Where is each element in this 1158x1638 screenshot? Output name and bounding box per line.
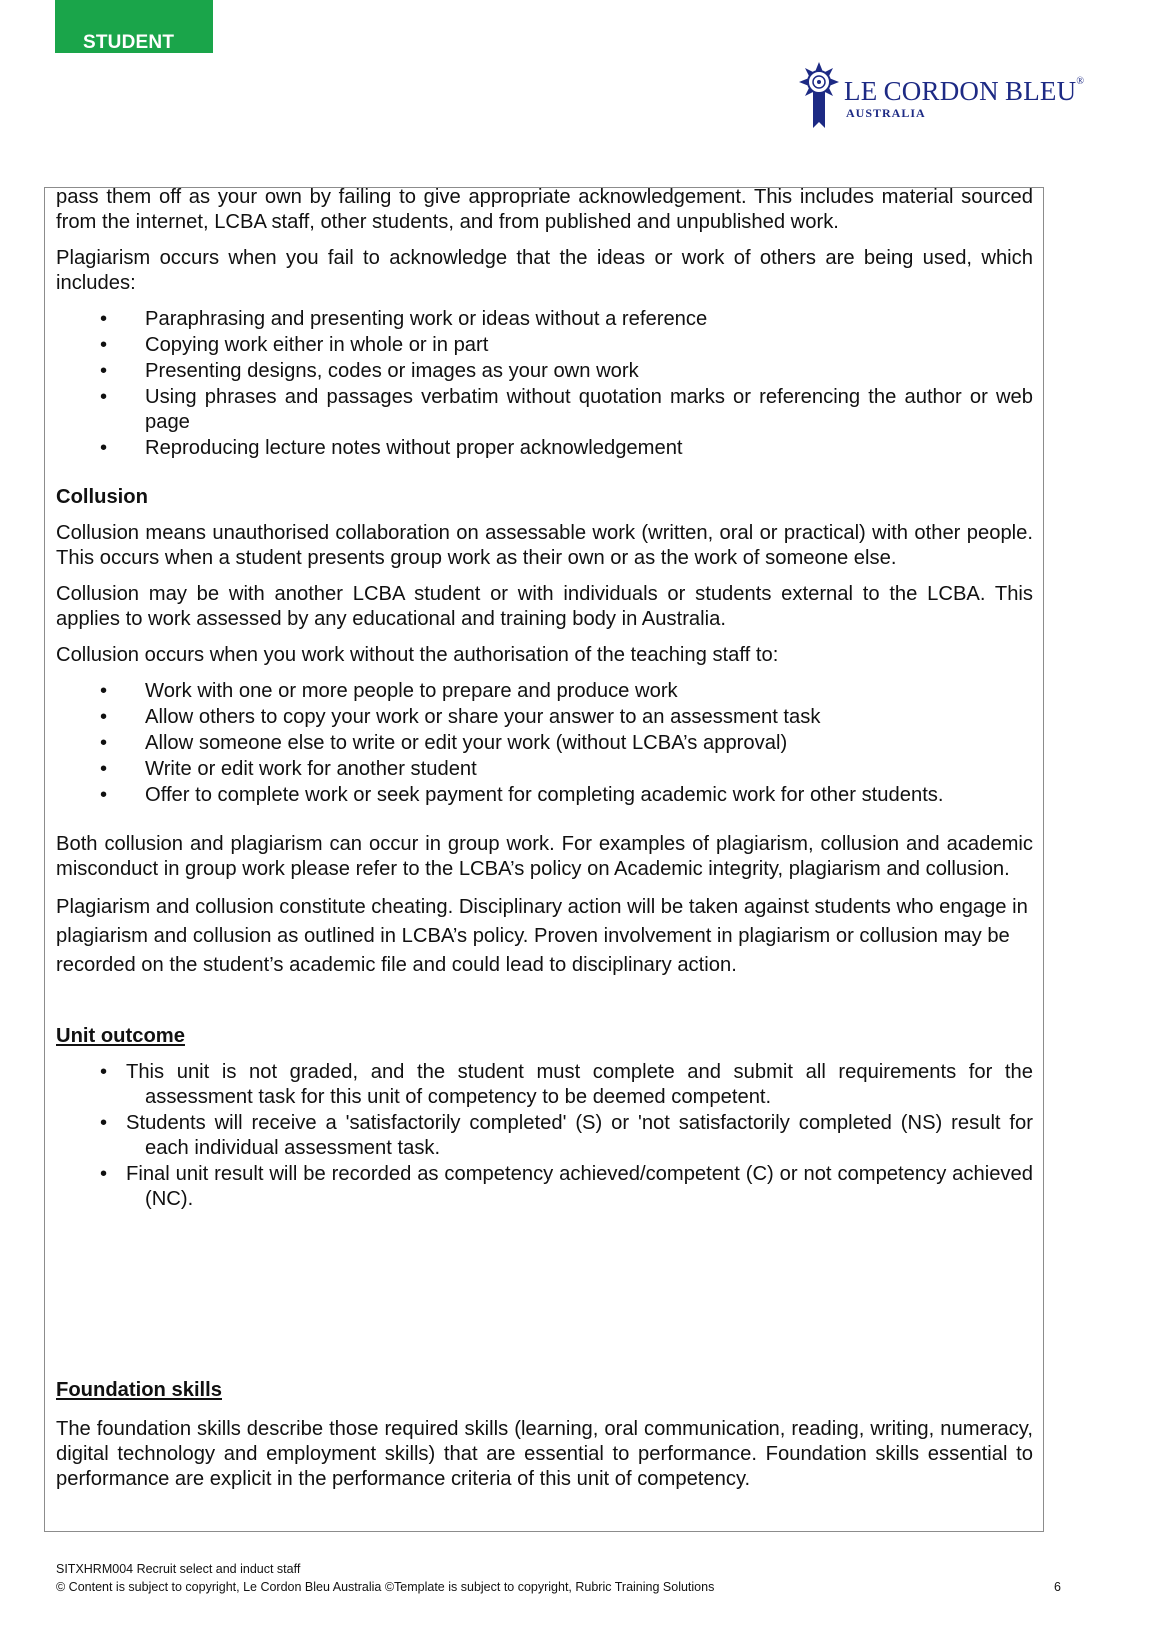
logo-name-part1: LE — [844, 76, 878, 106]
page-number: 6 — [1054, 1580, 1061, 1594]
logo-name-part3: BLEU — [1005, 76, 1077, 106]
plagiarism-list — [56, 307, 1033, 461]
footer-unit-title: SITXHRM004 Recruit select and induct staff — [56, 1562, 301, 1576]
collusion-para-5: Plagiarism and collusion constitute cheating. Disciplinary action will be taken against students who engage in plagiarism and collusion as outlined in LCBA’s policy. Proven involvement in plagiarism or collusion may be recorded on the student’s academic file and could lead to disciplinary action. — [56, 896, 1028, 976]
list-item: • Final unit result will be recorded as competency achieved/competent (C) or not competency achieved (NC). — [56, 1162, 1033, 1212]
list-item: • Write or edit work for another student — [56, 757, 1033, 782]
list-item: • Allow others to copy your work or share your answer to an assessment task — [56, 705, 1033, 730]
footer-copyright: © Content is subject to copyright, Le Cordon Bleu Australia ©Template is subject to copyright, Rubric Training Solutions — [56, 1580, 715, 1594]
plagiarism-occurs-text: Plagiarism occurs when you fail to acknowledge that the ideas or work of others are being used, which includes: — [56, 247, 1033, 294]
logo-subtitle: AUSTRALIA — [846, 106, 926, 120]
collusion-para-2: Collusion may be with another LCBA student or with individuals or students external to the LCBA. This applies to work assessed by any educational and training body in Australia. — [56, 583, 1033, 630]
list-item: • Work with one or more people to prepare and produce work — [56, 679, 1033, 704]
unit-outcome-heading: Unit outcome — [56, 1025, 185, 1047]
spacer — [56, 1223, 1033, 1378]
logo-registered-mark: ® — [1076, 76, 1085, 87]
document-content — [56, 185, 1033, 1503]
collusion-para-1: Collusion means unauthorised collaboration on assessable work (written, oral or practical) with other people. This occurs when a student presents group work as their own or as the work of someone else. — [56, 522, 1033, 569]
list-item: • Offer to complete work or seek payment for completing academic work for other students. — [56, 783, 1033, 808]
foundation-skills-text: The foundation skills describe those required skills (learning, oral communication, reading, writing, numeracy, digital technology and employment skills) that are essential to performance. Foundation skills essential to performance are explicit in the performance criteria of this unit of competency. — [56, 1418, 1033, 1490]
foundation-skills-heading: Foundation skills — [56, 1379, 222, 1401]
list-item: • Reproducing lecture notes without proper acknowledgement — [56, 436, 1033, 461]
student-tab-label: STUDENT — [83, 32, 175, 53]
collusion-para-4: Both collusion and plagiarism can occur in group work. For examples of plagiarism, collusion and academic misconduct in group work please refer to the LCBA’s policy on Academic integrity, plagiarism and collusion. — [56, 833, 1033, 880]
page-footer — [56, 1560, 1061, 1596]
list-item: • Copying work either in whole or in part — [56, 333, 1033, 358]
unit-outcome-list — [56, 1060, 1033, 1212]
collusion-list — [56, 679, 1033, 808]
student-tab — [55, 0, 213, 53]
list-item: • Presenting designs, codes or images as your own work — [56, 359, 1033, 384]
list-item: • Students will receive a 'satisfactorily completed' (S) or 'not satisfactorily completed (NS) result for each individual assessment task. — [56, 1111, 1033, 1161]
list-item: • Using phrases and passages verbatim without quotation marks or referencing the author or web page — [56, 385, 1033, 435]
logo-wordmark — [844, 76, 1084, 121]
le-cordon-bleu-logo — [797, 58, 1085, 133]
list-item: • Allow someone else to write or edit your work (without LCBA’s approval) — [56, 731, 1033, 756]
logo-name-part2: CORDON — [883, 76, 999, 106]
collusion-para-3: Collusion occurs when you work without the authorisation of the teaching staff to: — [56, 644, 779, 666]
list-item: • This unit is not graded, and the student must complete and submit all requirements for the assessment task for this unit of competency to be deemed competent. — [56, 1060, 1033, 1110]
crest-icon — [797, 58, 841, 130]
list-item: • Paraphrasing and presenting work or ideas without a reference — [56, 307, 1033, 332]
collusion-heading: Collusion — [56, 486, 148, 508]
plagiarism-intro: pass them off as your own by failing to give appropriate acknowledgement. This includes material sourced from the internet, LCBA staff, other students, and from published and unpublished work. — [56, 186, 1033, 233]
